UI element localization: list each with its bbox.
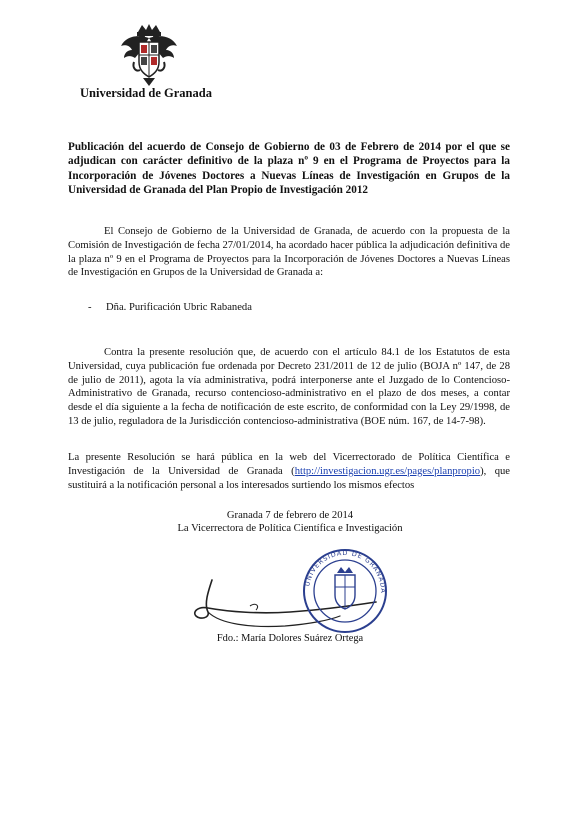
- document-title: Publicación del acuerdo de Consejo de Gobierno de 03 de Febrero de 2014 por el que se adjudican con carácter definitivo de la plaza nº 9 en el Programa de Proyectos para la Incorporación de Jóvenes Doctores a Nuevas Líneas de Investigación en Grupos de la Universidad de Granada del Plan Propio de Investigación 2012: [68, 141, 510, 197]
- signer-name: Fdo.: María Dolores Suárez Ortega: [216, 633, 364, 644]
- paragraph-publication: [68, 451, 510, 492]
- university-crest-icon: [118, 22, 180, 88]
- awardee-name: Dña. Purificación Ubric Rabaneda: [106, 302, 252, 313]
- publication-text-end: ), que sustituirá a la notificación personal a los interesados surtiendo los mismos efectos: [68, 465, 510, 491]
- list-bullet: -: [88, 302, 92, 313]
- paragraph-appeal: Contra la presente resolución que, de acuerdo con el artículo 84.1 de los Estatutos de esta Universidad, cuya publicación fue ordenada por Decreto 231/2011 de 12 de julio (BOJA nº 147, de 28 de julio de 2011), agota la vía administrativa, podrá interponerse ante el Juzgado de lo Contencioso-Administrativo de Granada, recurso contencioso-administrativo en el plazo de dos meses, a contar desde el día siguiente a la fecha de notificación de este escrito, de conformidad con la Ley 29/1998, de 13 de julio, reguladora de la Jurisdicción contencioso-administrativa (BOE núm. 167, de 14-7-98).: [68, 347, 510, 427]
- paragraph-adjudication: El Consejo de Gobierno de la Universidad de Granada, de acuerdo con la propuesta de la Comisión de Investigación de fecha 27/01/2014, ha acordado hacer pública la adjudicación definitiva de la plaza nº 9 en el Programa de Proyectos para la Incorporación de Jóvenes Doctores a Nuevas Líneas de Investigación en Grupos de la Universidad de Granada a:: [68, 226, 510, 279]
- planpropio-link[interactable]: http://investigacion.ugr.es/pages/planpropio: [294, 465, 481, 477]
- list-item: [88, 302, 252, 313]
- publication-text-start: La presente Resolución se hará pública en la web del Vicerrectorado de Política Científica e Investigación de la Universidad de Granada (: [68, 452, 510, 477]
- official-seal-icon: [301, 547, 389, 635]
- signing-date: Granada 7 de febrero de 2014: [226, 510, 354, 521]
- seal-text: UNIVERSIDAD DE GRANADA: [303, 548, 388, 594]
- signer-position: La Vicerrectora de Política Científica e Investigación: [177, 523, 403, 534]
- university-name: Universidad de Granada: [80, 86, 212, 100]
